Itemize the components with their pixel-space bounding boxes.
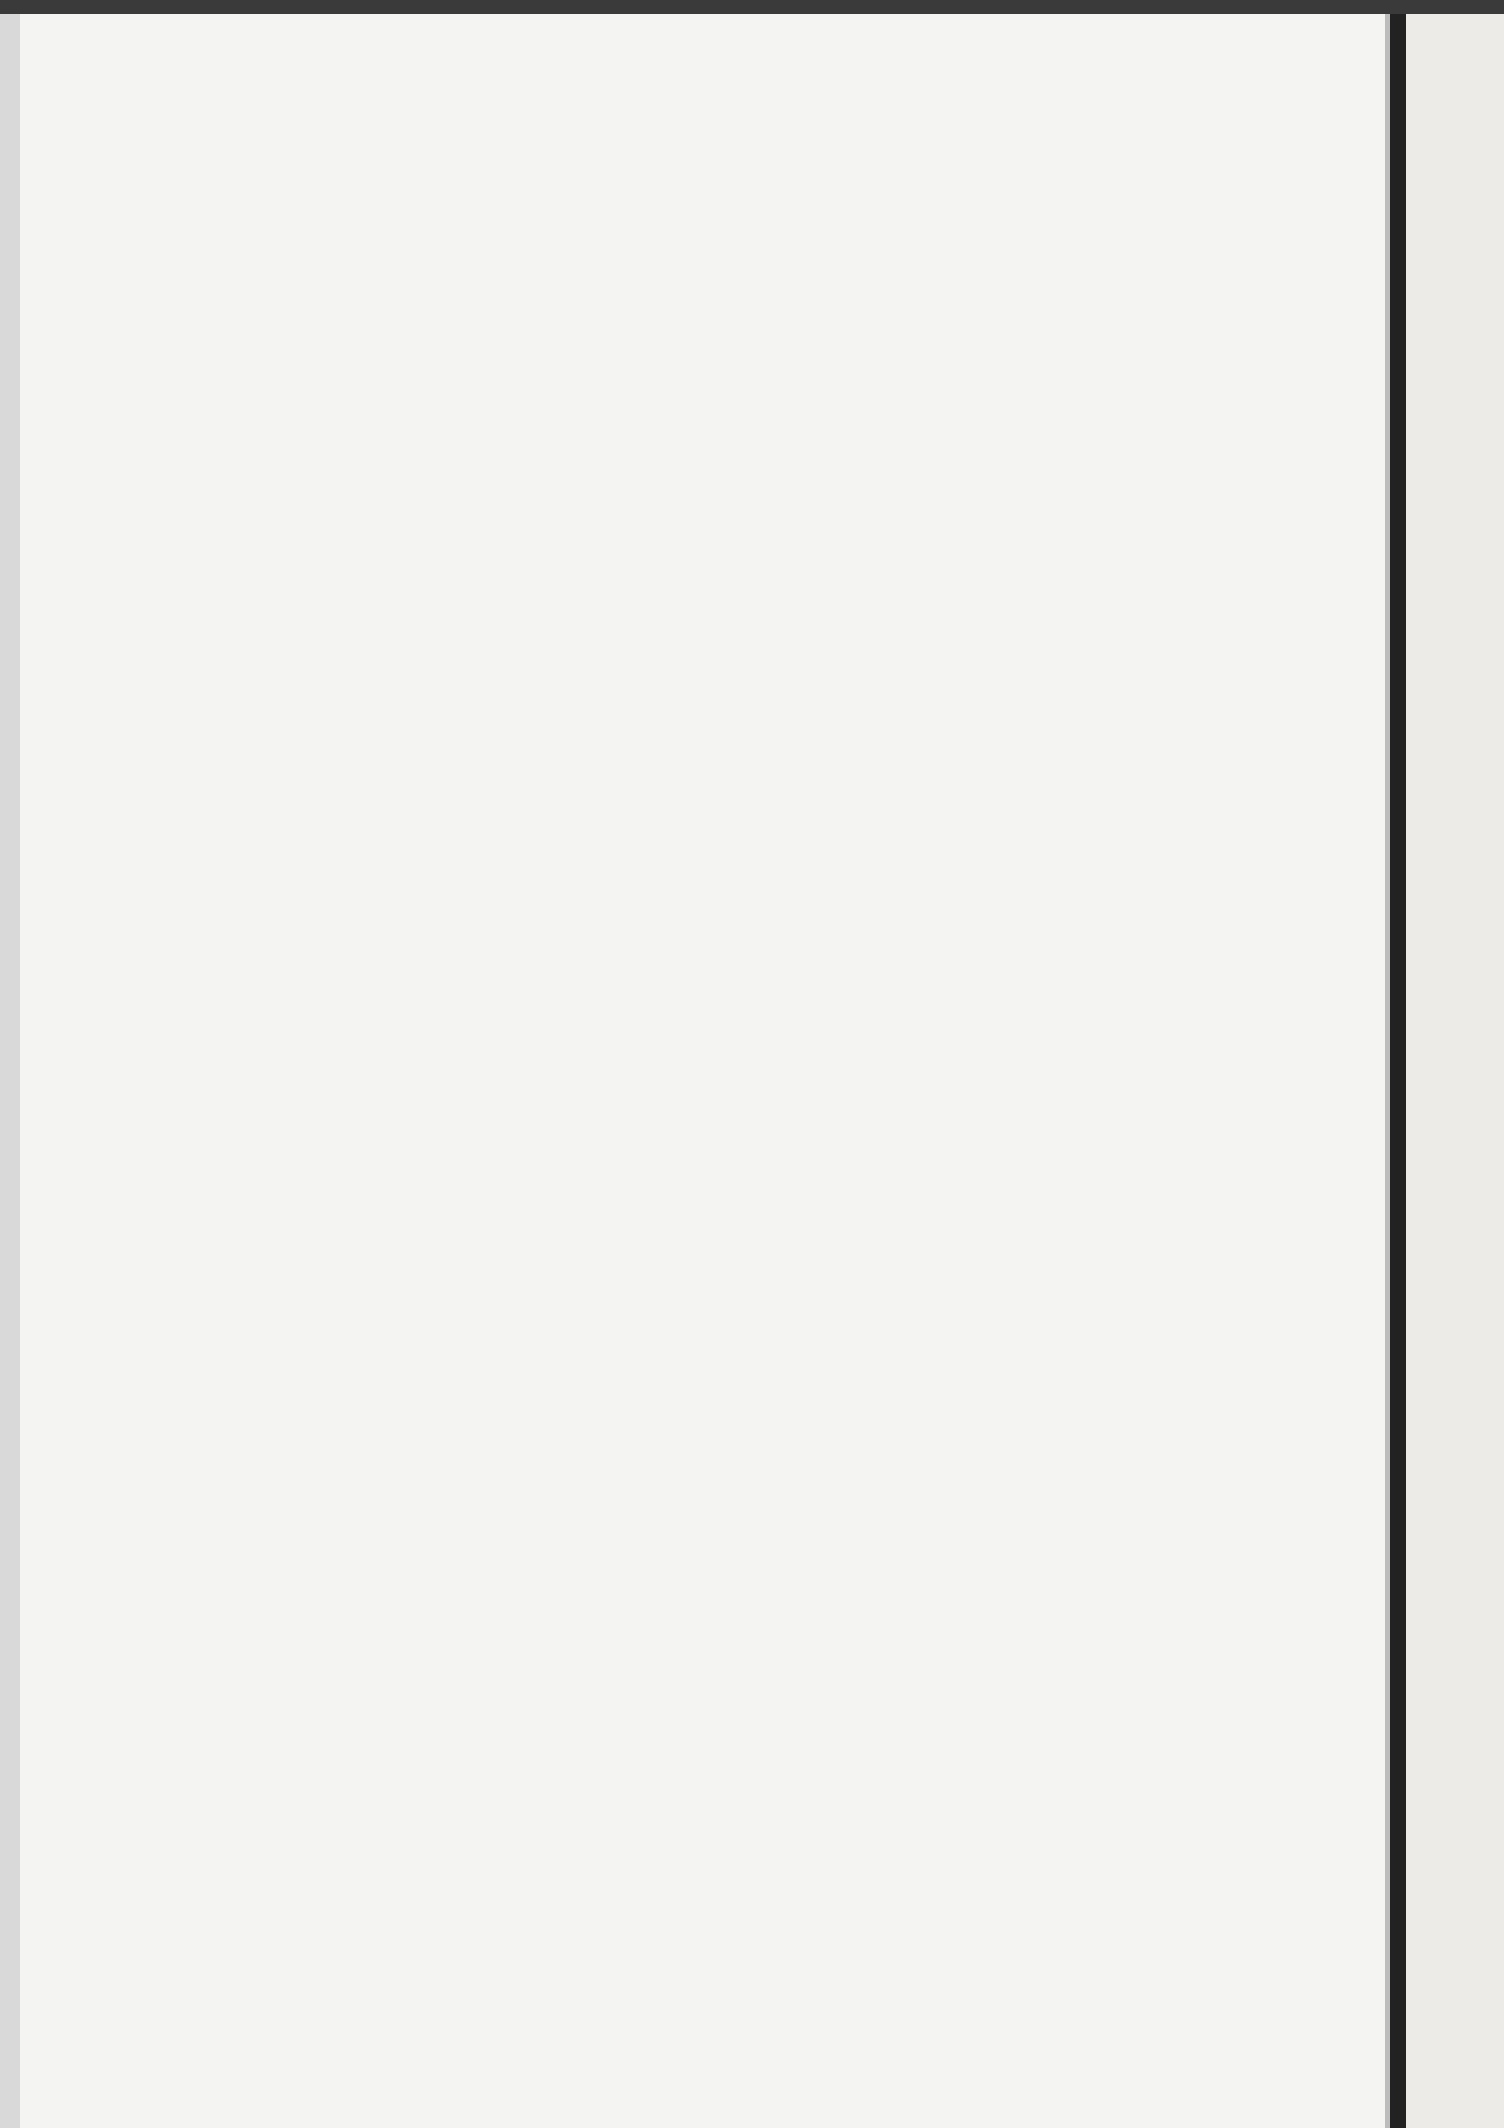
document-page <box>20 14 1390 2128</box>
top-border <box>0 0 1504 14</box>
adjacent-page-edge <box>1406 14 1504 2128</box>
book-gutter <box>1390 14 1406 2128</box>
